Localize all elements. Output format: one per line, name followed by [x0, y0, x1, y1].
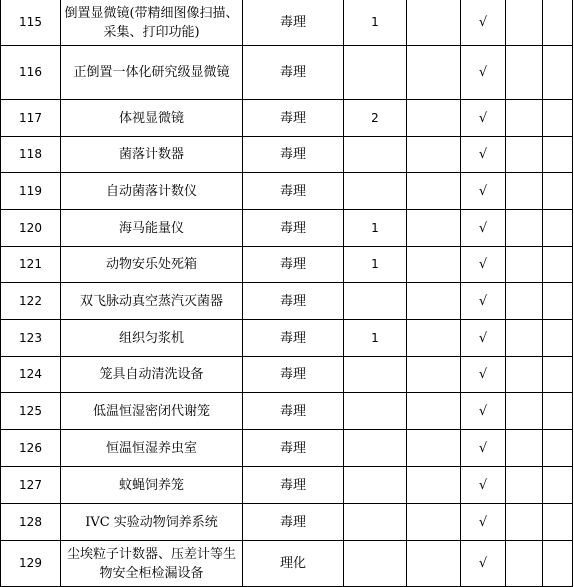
- empty-cell: [506, 100, 543, 137]
- row-number-cell: 120: [1, 210, 61, 247]
- empty-cell: [506, 393, 543, 430]
- row-number-cell: 129: [1, 541, 61, 587]
- empty-cell: [407, 210, 461, 247]
- empty-cell: [543, 173, 573, 210]
- table-row: [1, 247, 573, 283]
- row-number-cell: 119: [1, 173, 61, 210]
- quantity-cell: [344, 467, 407, 504]
- department-cell: 毒理: [243, 0, 344, 46]
- empty-cell: [407, 137, 461, 173]
- equipment-name-cell: 倒置显微镜(带精细图像扫描、采集、打印功能): [61, 0, 243, 46]
- equipment-name-cell: 蚊蝇饲养笼: [61, 467, 243, 504]
- empty-cell: [543, 0, 573, 46]
- row-number-cell: 117: [1, 100, 61, 137]
- check-mark-cell: √: [461, 137, 506, 173]
- table-row: [1, 320, 573, 357]
- empty-cell: [407, 393, 461, 430]
- quantity-cell: 1: [344, 247, 407, 283]
- department-cell: 毒理: [243, 247, 344, 283]
- empty-cell: [506, 137, 543, 173]
- department-cell: 毒理: [243, 504, 344, 541]
- check-mark-cell: √: [461, 210, 506, 247]
- table-row: [1, 467, 573, 504]
- empty-cell: [407, 320, 461, 357]
- table-row: [1, 283, 573, 320]
- row-number-cell: 127: [1, 467, 61, 504]
- check-mark-cell: √: [461, 357, 506, 393]
- equipment-name-cell: 恒温恒湿养虫室: [61, 430, 243, 467]
- row-number-cell: 122: [1, 283, 61, 320]
- department-cell: 毒理: [243, 430, 344, 467]
- check-mark-cell: √: [461, 173, 506, 210]
- quantity-cell: 2: [344, 100, 407, 137]
- quantity-cell: [344, 393, 407, 430]
- check-mark-cell: √: [461, 393, 506, 430]
- empty-cell: [506, 467, 543, 504]
- table-row: [1, 357, 573, 393]
- empty-cell: [543, 46, 573, 100]
- empty-cell: [543, 541, 573, 587]
- quantity-cell: 1: [344, 0, 407, 46]
- empty-cell: [407, 430, 461, 467]
- department-cell: 毒理: [243, 210, 344, 247]
- quantity-cell: [344, 283, 407, 320]
- empty-cell: [506, 0, 543, 46]
- check-mark-cell: √: [461, 467, 506, 504]
- table-row: [1, 210, 573, 247]
- table-row: [1, 137, 573, 173]
- check-mark-cell: √: [461, 100, 506, 137]
- empty-cell: [543, 247, 573, 283]
- quantity-cell: [344, 137, 407, 173]
- empty-cell: [543, 504, 573, 541]
- check-mark-cell: √: [461, 46, 506, 100]
- table-row: [1, 0, 573, 46]
- empty-cell: [543, 393, 573, 430]
- equipment-name-cell: 笼具自动清洗设备: [61, 357, 243, 393]
- row-number-cell: 115: [1, 0, 61, 46]
- empty-cell: [506, 46, 543, 100]
- empty-cell: [543, 430, 573, 467]
- empty-cell: [407, 357, 461, 393]
- empty-cell: [506, 210, 543, 247]
- row-number-cell: 123: [1, 320, 61, 357]
- department-cell: 毒理: [243, 320, 344, 357]
- department-cell: 毒理: [243, 137, 344, 173]
- quantity-cell: 1: [344, 210, 407, 247]
- empty-cell: [543, 100, 573, 137]
- table-row: [1, 46, 573, 100]
- table-row: [1, 393, 573, 430]
- table-row: [1, 430, 573, 467]
- equipment-name-cell: 低温恒湿密闭代谢笼: [61, 393, 243, 430]
- row-number-cell: 118: [1, 137, 61, 173]
- check-mark-cell: √: [461, 0, 506, 46]
- row-number-cell: 126: [1, 430, 61, 467]
- quantity-cell: [344, 357, 407, 393]
- empty-cell: [407, 100, 461, 137]
- empty-cell: [506, 283, 543, 320]
- equipment-table-body: [1, 0, 573, 587]
- empty-cell: [407, 247, 461, 283]
- check-mark-cell: √: [461, 247, 506, 283]
- table-row: [1, 173, 573, 210]
- equipment-name-cell: 尘埃粒子计数器、压差计等生物安全柜检漏设备: [61, 541, 243, 587]
- empty-cell: [407, 0, 461, 46]
- empty-cell: [506, 320, 543, 357]
- equipment-name-cell: 双飞脉动真空蒸汽灭菌器: [61, 283, 243, 320]
- department-cell: 毒理: [243, 357, 344, 393]
- empty-cell: [407, 541, 461, 587]
- quantity-cell: [344, 541, 407, 587]
- empty-cell: [543, 283, 573, 320]
- row-number-cell: 116: [1, 46, 61, 100]
- empty-cell: [506, 504, 543, 541]
- quantity-cell: [344, 430, 407, 467]
- department-cell: 毒理: [243, 393, 344, 430]
- check-mark-cell: √: [461, 320, 506, 357]
- quantity-cell: [344, 46, 407, 100]
- empty-cell: [506, 357, 543, 393]
- row-number-cell: 121: [1, 247, 61, 283]
- empty-cell: [407, 46, 461, 100]
- equipment-name-cell: 体视显微镜: [61, 100, 243, 137]
- empty-cell: [407, 504, 461, 541]
- empty-cell: [543, 357, 573, 393]
- department-cell: 理化: [243, 541, 344, 587]
- department-cell: 毒理: [243, 173, 344, 210]
- empty-cell: [506, 541, 543, 587]
- empty-cell: [543, 210, 573, 247]
- quantity-cell: 1: [344, 320, 407, 357]
- empty-cell: [506, 247, 543, 283]
- equipment-name-cell: 海马能量仪: [61, 210, 243, 247]
- empty-cell: [543, 320, 573, 357]
- empty-cell: [407, 283, 461, 320]
- empty-cell: [543, 137, 573, 173]
- equipment-name-cell: 组织匀浆机: [61, 320, 243, 357]
- department-cell: 毒理: [243, 46, 344, 100]
- department-cell: 毒理: [243, 467, 344, 504]
- row-number-cell: 125: [1, 393, 61, 430]
- row-number-cell: 124: [1, 357, 61, 393]
- table-row: [1, 100, 573, 137]
- quantity-cell: [344, 504, 407, 541]
- empty-cell: [506, 173, 543, 210]
- equipment-name-cell: 菌落计数器: [61, 137, 243, 173]
- check-mark-cell: √: [461, 283, 506, 320]
- empty-cell: [407, 467, 461, 504]
- equipment-name-cell: 正倒置一体化研究级显微镜: [61, 46, 243, 100]
- equipment-name-cell: 自动菌落计数仪: [61, 173, 243, 210]
- check-mark-cell: √: [461, 430, 506, 467]
- empty-cell: [543, 467, 573, 504]
- table-row: [1, 504, 573, 541]
- department-cell: 毒理: [243, 283, 344, 320]
- department-cell: 毒理: [243, 100, 344, 137]
- equipment-name-cell: 动物安乐处死箱: [61, 247, 243, 283]
- empty-cell: [407, 173, 461, 210]
- empty-cell: [506, 430, 543, 467]
- row-number-cell: 128: [1, 504, 61, 541]
- check-mark-cell: √: [461, 541, 506, 587]
- quantity-cell: [344, 173, 407, 210]
- table-row: [1, 541, 573, 587]
- check-mark-cell: √: [461, 504, 506, 541]
- equipment-name-cell: IVC 实验动物饲养系统: [61, 504, 243, 541]
